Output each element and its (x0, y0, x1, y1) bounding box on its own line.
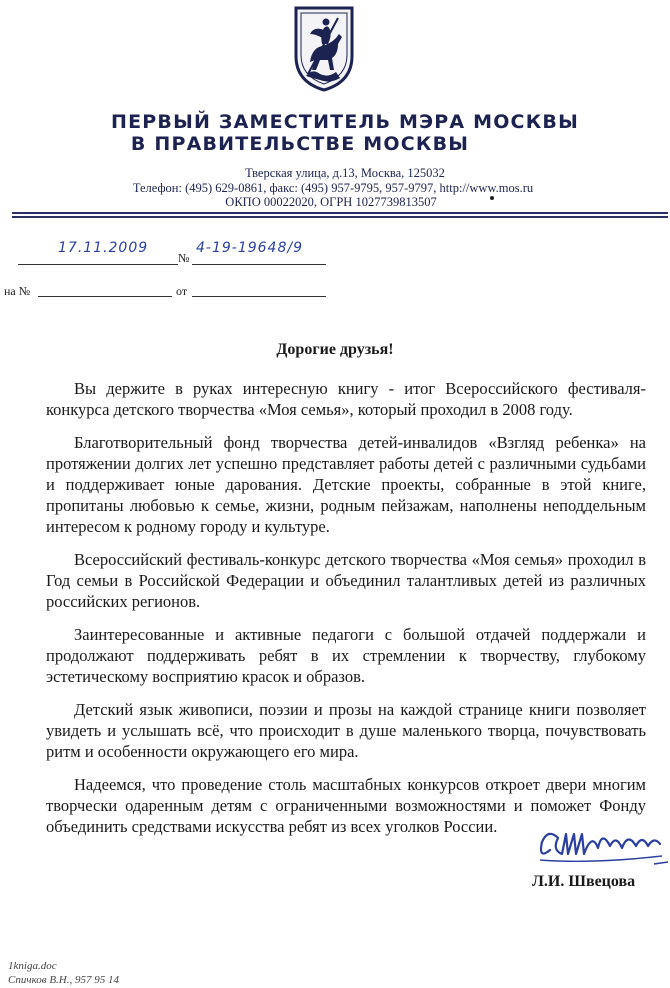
paragraph: Вы держите в руках интересную книгу - итог Всероссийского фестиваля-конкурса детского творчества «Моя семья», который проходил в 2008 году. (46, 379, 646, 419)
paragraph: Надеемся, что проведение столь масштабных конкурсов откроет двери многим творчески одаренным детям с ограниченными возможностями и поможет Фонду объединить средствами искусства ребят из всех уголков России. (46, 775, 646, 836)
scan-speck (490, 196, 494, 200)
letter-body (46, 378, 646, 849)
handwritten-signature (532, 820, 670, 870)
reference-label: на № (4, 284, 31, 298)
paragraph: Детский язык живописи, поэзии и прозы на каждой странице книги позволяет увидеть и услышать всё, что происходит в душе маленького творца, почувствовать ритм и особенности окружающего его мира. (46, 700, 646, 761)
letterhead-divider (12, 216, 668, 218)
footer-author: Спичков В.Н., 957 95 14 (8, 974, 119, 986)
from-line (192, 280, 326, 297)
org-title-line2: В ПРАВИТЕЛЬСТВЕ МОСКВЫ (130, 133, 470, 155)
org-codes: ОКПО 00022020, ОГРН 1027739813507 (225, 195, 437, 209)
footer-filename: 1kniga.doc (8, 960, 57, 972)
signer-name: Л.И. Швецова (532, 873, 636, 890)
paragraph: Всероссийский фестиваль-конкурс детского творчества «Моя семья» проходил в Год семьи в Российской Федерации и объединил талантливых детей из различных российских регионов. (46, 550, 646, 611)
paragraph: Благотворительный фонд творчества детей-инвалидов «Взгляд ребенка» на протяжении долгих лет успешно представляет работы детей с различными судьбами и поддерживает юные дарования. Детские проекты, собранные в этой книге, пропитаны любовью к семье, жизни, родным пейзажам, наполнены неподдельным интересом к родному городу и культуре. (46, 433, 646, 536)
number-label: № (178, 251, 190, 265)
org-title-line1: ПЕРВЫЙ ЗАМЕСТИТЕЛЬ МЭРА МОСКВЫ (111, 111, 579, 133)
outgoing-date: 17.11.2009 (58, 240, 149, 256)
paragraph: Заинтересованные и активные педагоги с большой отдачей поддержали и продолжают поддерживать ребят в их стремлении к творчеству, глубокому эстетическому восприятию красок и образов. (46, 625, 646, 686)
letterhead-divider (12, 212, 668, 214)
org-phones: Телефон: (495) 629-0861, факс: (495) 957-9795, 957-9797, http://www.mos.ru (132, 181, 534, 195)
letter-greeting: Дорогие друзья! (276, 341, 394, 358)
outgoing-number: 4-19-19648/9 (196, 240, 303, 256)
org-address: Тверская улица, д.13, Москва, 125032 (245, 166, 445, 180)
from-label: от (176, 284, 188, 298)
moscow-coat-of-arms-icon (292, 4, 356, 92)
reference-line (38, 280, 172, 297)
